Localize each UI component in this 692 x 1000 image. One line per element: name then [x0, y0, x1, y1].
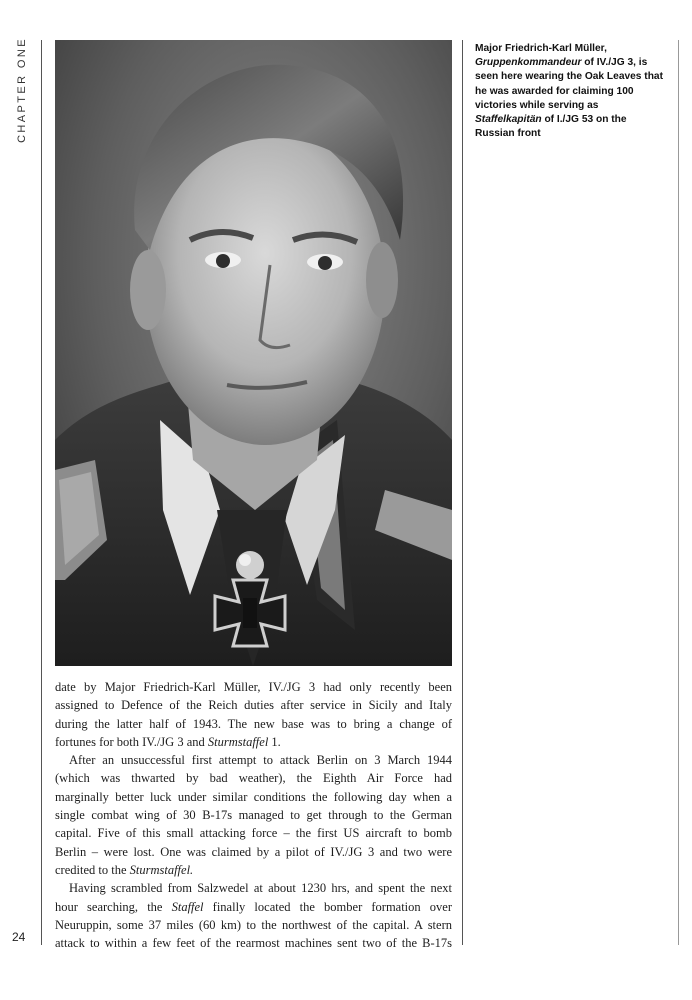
- caption-text: of I./JG 53 on the Russian front: [475, 114, 627, 140]
- text-run: finally located the bomber formation over: [203, 899, 452, 914]
- running-head-text: CHAPTER ONE: [16, 37, 28, 143]
- text-run: attack to within a few feet of the rearmost machines sent two of the B-17s: [55, 936, 452, 951]
- body-line: [55, 861, 452, 879]
- text-run: Having scrambled from Salzwedel at about 1230 hrs, and spent the next: [69, 881, 452, 896]
- body-line: [55, 824, 452, 842]
- text-run: After an unsuccessful first attempt to attack Berlin on 3 March 1944: [69, 753, 452, 768]
- body-line: [55, 696, 452, 714]
- left-margin-rule: [41, 40, 42, 945]
- page-number: 24: [12, 930, 26, 944]
- text-run: assigned to Defence of the Reich duties after service in Sicily and Italy: [55, 698, 452, 713]
- right-margin-rule: [678, 40, 679, 945]
- caption-italic-term: Staffelkapitän: [475, 114, 542, 126]
- text-run: Berlin – were lost. One was claimed by a pilot of IV./JG 3 and two were: [55, 844, 452, 859]
- text-run: marginally better luck under similar conditions the following day when a: [55, 789, 452, 804]
- body-line: [55, 751, 452, 769]
- body-line: [55, 879, 452, 897]
- text-run: capital. Five of this small attacking force – the first US aircraft to bomb: [55, 826, 452, 841]
- column-divider-rule: [462, 40, 463, 945]
- body-line: [55, 715, 452, 733]
- body-line: [55, 769, 452, 787]
- text-run: Neuruppin, some 37 miles (60 km) to the northwest of the capital. A stern: [55, 917, 452, 932]
- text-run: during the latter half of 1943. The new base was to bring a change of: [55, 716, 452, 731]
- caption-text: Major Friedrich-Karl Müller,: [475, 43, 607, 54]
- text-run: (which was thwarted by bad weather), the Eighth Air Force had: [55, 771, 452, 786]
- running-head: [14, 37, 30, 143]
- body-line: [55, 934, 452, 952]
- italic-term: Sturmstaffel.: [129, 862, 194, 877]
- body-line: [55, 733, 452, 751]
- body-line: [55, 788, 452, 806]
- body-line: [55, 916, 452, 934]
- body-line: [55, 898, 452, 916]
- italic-term: Sturmstaffel: [207, 734, 269, 749]
- italic-term: Staffel: [171, 899, 204, 914]
- body-line: [55, 843, 452, 861]
- text-run: hour searching, the: [55, 899, 172, 914]
- photo-caption: [475, 42, 665, 141]
- text-run: date by Major Friedrich-Karl Müller, IV./JG 3 had only recently been: [55, 680, 452, 694]
- caption-text: of IV./JG 3, is seen here wearing the Oak Leaves that he was awarded for claiming 100 victories while serving as: [475, 57, 663, 111]
- text-run: single combat wing of 30 B-17s managed to get through to the German: [55, 808, 452, 823]
- body-line: [55, 678, 452, 696]
- text-run: fortunes for both IV./JG 3 and: [55, 734, 208, 749]
- body-text: [55, 678, 452, 952]
- text-run: 1.: [268, 734, 281, 749]
- portrait-illustration: [55, 40, 452, 666]
- caption-italic-term: Gruppenkommandeur: [475, 57, 582, 69]
- portrait-photo: [55, 40, 452, 666]
- body-line: [55, 806, 452, 824]
- text-run: credited to the: [55, 862, 130, 877]
